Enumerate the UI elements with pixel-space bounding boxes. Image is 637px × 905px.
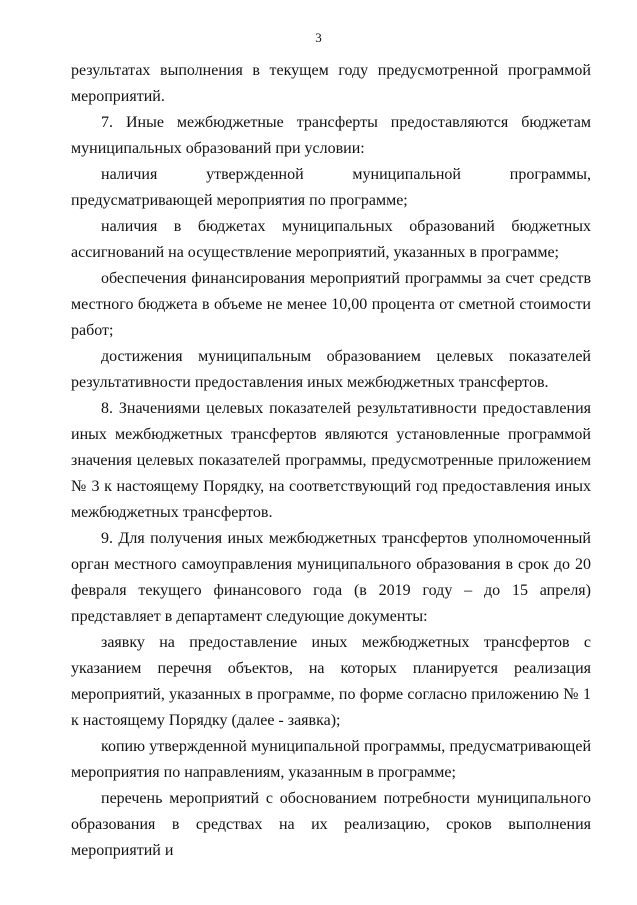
document-body — [71, 58, 591, 864]
paragraph-item-9: 9. Для получения иных межбюджетных трансфертов уполномоченный орган местного самоуправления муниципального образования в срок до 20 февраля текущего финансового года (в 2019 году – до 15 апреля) представляет в департамент следующие документы: — [71, 530, 591, 625]
paragraph-document-application: заявку на предоставление иных межбюджетных трансфертов с указанием перечня объектов, на которых планируется реализация мероприятий, указанных в программе, по форме согласно приложению № 1 к настоящему Порядку (далее - заявка); — [71, 634, 591, 729]
paragraph-condition-program: наличия утвержденной муниципальной программы, предусматривающей мероприятия по программе; — [71, 166, 591, 209]
paragraph-item-8: 8. Значениями целевых показателей результативности предоставления иных межбюджетных трансфертов являются установленные программой значения целевых показателей программы, предусмотренные приложением № 3 к настоящему Порядку, на соответствующий год предоставления иных межбюджетных трансфертов. — [71, 400, 591, 521]
paragraph-item-7: 7. Иные межбюджетные трансферты предоставляются бюджетам муниципальных образований при условии: — [71, 114, 591, 157]
paragraph-document-program-copy: копию утвержденной муниципальной программы, предусматривающей мероприятия по направлениям, указанным в программе; — [71, 738, 591, 781]
paragraph-condition-targets: достижения муниципальным образованием целевых показателей результативности предоставления иных межбюджетных трансфертов. — [71, 348, 591, 391]
paragraph-continuation: результатах выполнения в текущем году предусмотренной программой мероприятий. — [71, 62, 591, 105]
page-number: 3 — [315, 30, 322, 45]
paragraph-condition-financing: обеспечения финансирования мероприятий программы за счет средств местного бюджета в объеме не менее 10,00 процента от сметной стоимости работ; — [71, 270, 591, 339]
paragraph-document-activities-list: перечень мероприятий с обоснованием потребности муниципального образования в средствах на их реализацию, сроков выполнения мероприятий и — [71, 790, 591, 859]
paragraph-condition-budget: наличия в бюджетах муниципальных образований бюджетных ассигнований на осуществление мероприятий, указанных в программе; — [71, 218, 591, 261]
